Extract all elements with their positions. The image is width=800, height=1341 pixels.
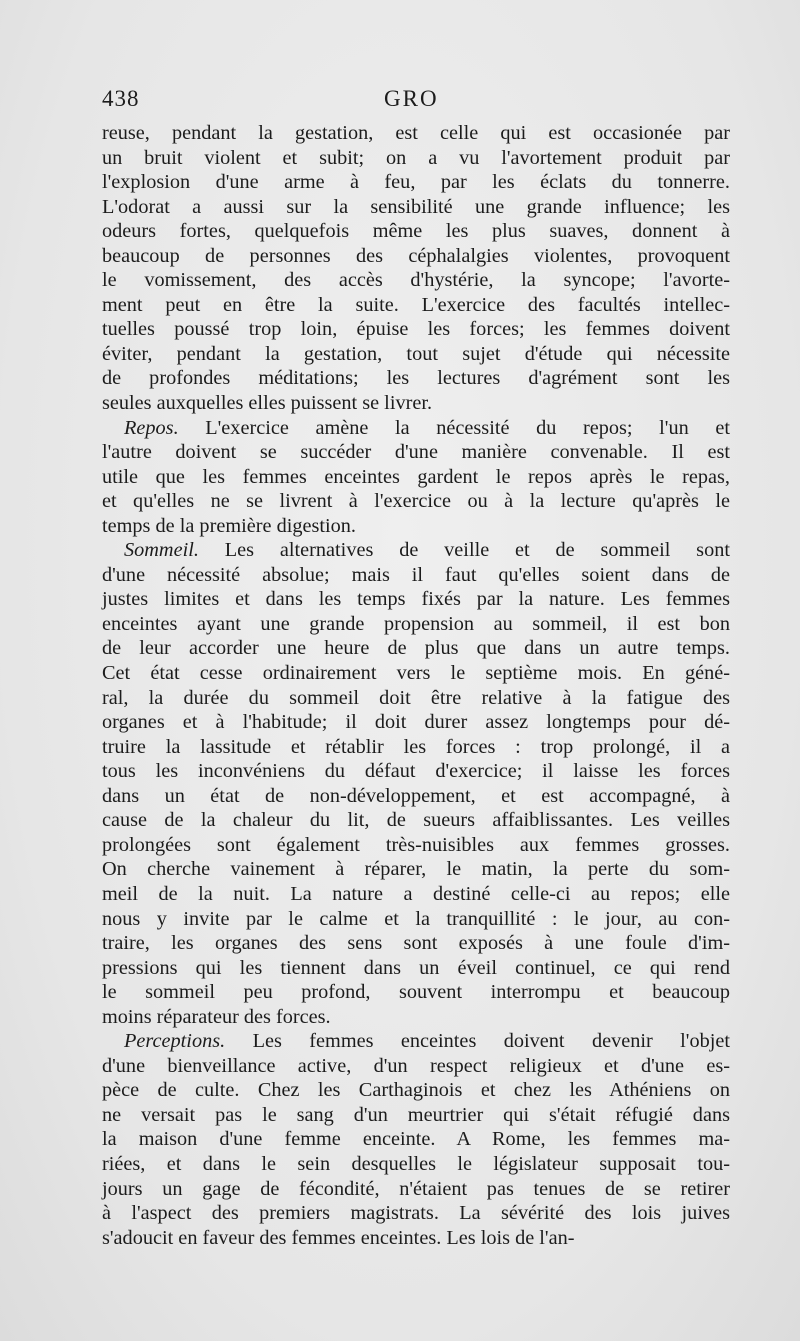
- text-line: traire, les organes des sens sont exposés à une foule d'im-: [102, 932, 730, 955]
- text-line: jours un gage de fécondité, n'étaient pas tenues de se retirer: [102, 1177, 730, 1200]
- text-line: Sommeil. Les alternatives de veille et de sommeil sont: [124, 539, 730, 562]
- text-line: odeurs fortes, quelquefois même les plus suaves, donnent à: [102, 220, 730, 243]
- text-line: ne versait pas le sang d'un meurtrier qui s'était réfugié dans: [102, 1103, 730, 1126]
- text-line: d'une bienveillance active, d'un respect religieux et d'une es-: [102, 1054, 730, 1077]
- text-line: tous les inconvéniens du défaut d'exercice; il laisse les forces: [102, 760, 730, 783]
- text-line: beaucoup de personnes des céphalalgies violentes, provoquent: [102, 244, 730, 267]
- paragraph-heading: Perceptions.: [124, 1030, 226, 1053]
- text-line: de leur accorder une heure de plus que dans un autre temps.: [102, 637, 730, 660]
- text-line: nous y invite par le calme et la tranquillité : le jour, au con-: [102, 907, 730, 930]
- text-line: utile que les femmes enceintes gardent le repos après le repas,: [102, 465, 730, 488]
- text-line: le vomissement, des accès d'hystérie, la syncope; l'avorte-: [102, 269, 730, 292]
- text-line: meil de la nuit. La nature a destiné celle-ci au repos; elle: [102, 882, 730, 905]
- text-line: On cherche vainement à réparer, le matin, la perte du som-: [102, 858, 730, 881]
- text-line: ment peut en être la suite. L'exercice des facultés intellec-: [102, 293, 730, 316]
- body-text: [102, 121, 730, 1250]
- page-header: [102, 86, 730, 116]
- paragraph-heading: Sommeil.: [124, 539, 199, 562]
- text-line: éviter, pendant la gestation, tout sujet d'étude qui nécessite: [102, 342, 730, 365]
- text-line: seules auxquelles elles puissent se livrer.: [102, 392, 433, 415]
- text-line: s'adoucit en faveur des femmes enceintes. Les lois de l'an-: [102, 1226, 575, 1249]
- text-line: temps de la première digestion.: [102, 514, 357, 537]
- text-line: le sommeil peu profond, souvent interrompu et beaucoup: [102, 981, 730, 1004]
- text-line: tuelles poussé trop loin, épuise les forces; les femmes doivent: [102, 318, 730, 341]
- text-line: un bruit violent et subit; on a vu l'avortement produit par: [102, 146, 730, 169]
- text-line: et qu'elles ne se livrent à l'exercice ou à la lecture qu'après le: [102, 490, 730, 513]
- page-number: 438: [102, 86, 140, 111]
- text-line: ral, la durée du sommeil doit être relative à la fatigue des: [102, 686, 730, 709]
- text-line: riées, et dans le sein desquelles le législateur supposait tou-: [102, 1152, 730, 1175]
- text-line: l'explosion d'une arme à feu, par les éclats du tonnerre.: [102, 171, 730, 194]
- text-line: à l'aspect des premiers magistrats. La sévérité des lois juives: [102, 1202, 730, 1225]
- text-line: l'autre doivent se succéder d'une manière convenable. Il est: [102, 441, 730, 464]
- text-line: pressions qui les tiennent dans un éveil continuel, ce qui rend: [102, 956, 730, 979]
- running-head: GRO: [384, 86, 439, 111]
- text-line: dans un état de non-développement, et est accompagné, à: [102, 784, 730, 807]
- text-line: truire la lassitude et rétablir les forces : trop prolongé, il a: [102, 735, 730, 758]
- text-line: Cet état cesse ordinairement vers le septième mois. En géné-: [102, 662, 730, 685]
- text-line: L'odorat a aussi sur la sensibilité une grande influence; les: [102, 195, 730, 218]
- text-line: reuse, pendant la gestation, est celle qui est occasionée par: [102, 122, 730, 144]
- text-line: Repos. L'exercice amène la nécessité du repos; l'un et: [124, 416, 730, 439]
- text-line: justes limites et dans les temps fixés par la nature. Les femmes: [102, 588, 730, 611]
- text-line: prolongées sont également très-nuisibles aux femmes grosses.: [102, 833, 730, 856]
- text-line: organes et à l'habitude; il doit durer assez longtemps pour dé-: [102, 711, 730, 734]
- text-line: de profondes méditations; les lectures d'agrément sont les: [102, 367, 730, 390]
- text-line: la maison d'une femme enceinte. A Rome, les femmes ma-: [102, 1128, 730, 1151]
- text-line: pèce de culte. Chez les Carthaginois et chez les Athéniens on: [102, 1079, 730, 1102]
- text-line: cause de la chaleur du lit, de sueurs affaiblissantes. Les veilles: [102, 809, 730, 832]
- paragraph-heading: Repos.: [124, 416, 179, 439]
- text-line: moins réparateur des forces.: [102, 1005, 331, 1028]
- text-line: Perceptions. Les femmes enceintes doivent devenir l'objet: [124, 1030, 730, 1053]
- text-line: enceintes ayant une grande propension au sommeil, il est bon: [102, 612, 730, 635]
- text-line: d'une nécessité absolue; mais il faut qu'elles soient dans de: [102, 563, 730, 586]
